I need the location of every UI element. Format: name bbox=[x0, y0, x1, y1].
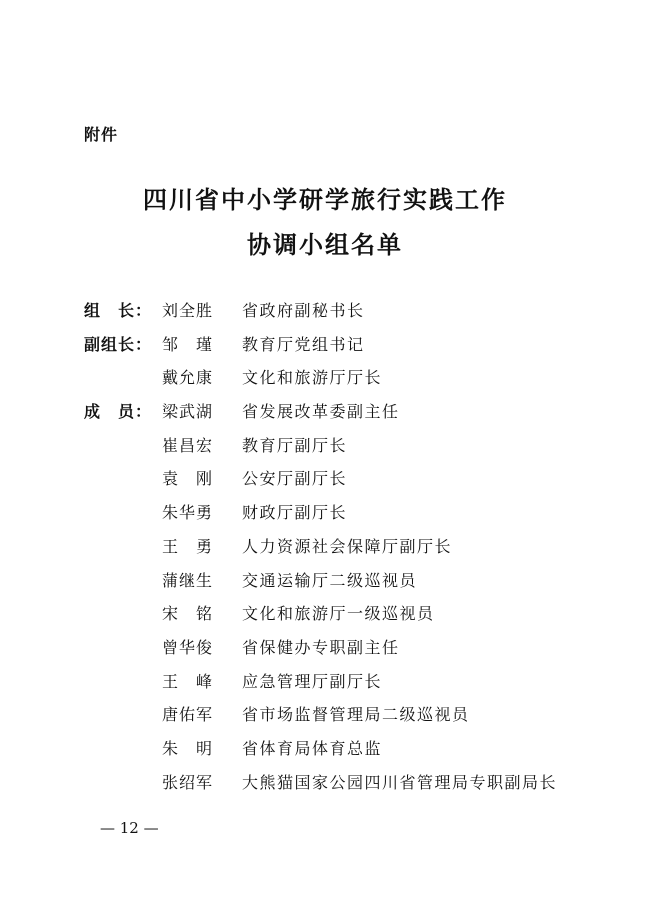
member-row bbox=[84, 435, 604, 469]
member-position: 省政府副秘书长 bbox=[242, 301, 365, 320]
member-row bbox=[84, 671, 604, 705]
member-name: 张绍军 bbox=[162, 772, 214, 792]
member-row bbox=[84, 502, 604, 536]
member-row bbox=[84, 603, 604, 637]
member-position: 教育厅党组书记 bbox=[242, 334, 365, 354]
member-name: 袁 刚 bbox=[162, 469, 214, 489]
member-row bbox=[84, 772, 604, 806]
member-position: 人力资源社会保障厅副厅长 bbox=[242, 536, 453, 556]
member-role: 组 长： bbox=[84, 301, 153, 320]
member-name: 朱华勇 bbox=[162, 503, 214, 523]
member-name: 朱 明 bbox=[162, 738, 214, 758]
member-name: 蒲继生 bbox=[162, 570, 214, 590]
member-row bbox=[84, 570, 604, 604]
member-position: 文化和旅游厅厅长 bbox=[242, 368, 383, 388]
member-role: 成 员： bbox=[84, 402, 153, 422]
member-name: 宋 铭 bbox=[162, 604, 214, 624]
member-row bbox=[84, 637, 604, 671]
member-position: 公安厅副厅长 bbox=[242, 469, 348, 489]
member-row bbox=[84, 536, 604, 570]
member-row bbox=[84, 300, 604, 334]
member-position: 教育厅副厅长 bbox=[242, 435, 348, 455]
member-name: 崔昌宏 bbox=[162, 435, 214, 455]
member-name: 刘全胜 bbox=[162, 301, 214, 320]
member-position: 省市场监督管理局二级巡视员 bbox=[242, 705, 470, 725]
attachment-label: 附件 bbox=[84, 125, 119, 144]
member-name: 唐佑军 bbox=[162, 705, 214, 725]
document-title-line-2: 协调小组名单 bbox=[247, 230, 403, 259]
member-position: 省发展改革委副主任 bbox=[242, 402, 400, 422]
member-position: 应急管理厅副厅长 bbox=[242, 671, 383, 691]
member-row bbox=[84, 468, 604, 502]
member-name: 王 峰 bbox=[162, 671, 214, 691]
member-position: 大熊猫国家公园四川省管理局专职副局长 bbox=[242, 772, 558, 792]
member-row bbox=[84, 704, 604, 738]
member-name: 梁武湖 bbox=[162, 402, 214, 422]
member-row bbox=[84, 401, 604, 435]
member-row bbox=[84, 334, 604, 368]
member-name: 戴允康 bbox=[162, 368, 214, 388]
member-position: 财政厅副厅长 bbox=[242, 503, 348, 523]
member-position: 省保健办专职副主任 bbox=[242, 637, 400, 657]
member-row bbox=[84, 367, 604, 401]
member-roster bbox=[84, 300, 604, 805]
member-name: 王 勇 bbox=[162, 536, 214, 556]
document-title-line-1: 四川省中小学研学旅行实践工作 bbox=[143, 185, 507, 214]
member-role: 副组长： bbox=[84, 334, 153, 354]
member-position: 交通运输厅二级巡视员 bbox=[242, 570, 418, 590]
page-number: — 12 — bbox=[100, 819, 159, 837]
member-row bbox=[84, 738, 604, 772]
member-position: 省体育局体育总监 bbox=[242, 738, 383, 758]
member-name: 曾华俊 bbox=[162, 637, 214, 657]
member-name: 邹 瑾 bbox=[162, 334, 214, 354]
member-position: 文化和旅游厅一级巡视员 bbox=[242, 604, 435, 624]
